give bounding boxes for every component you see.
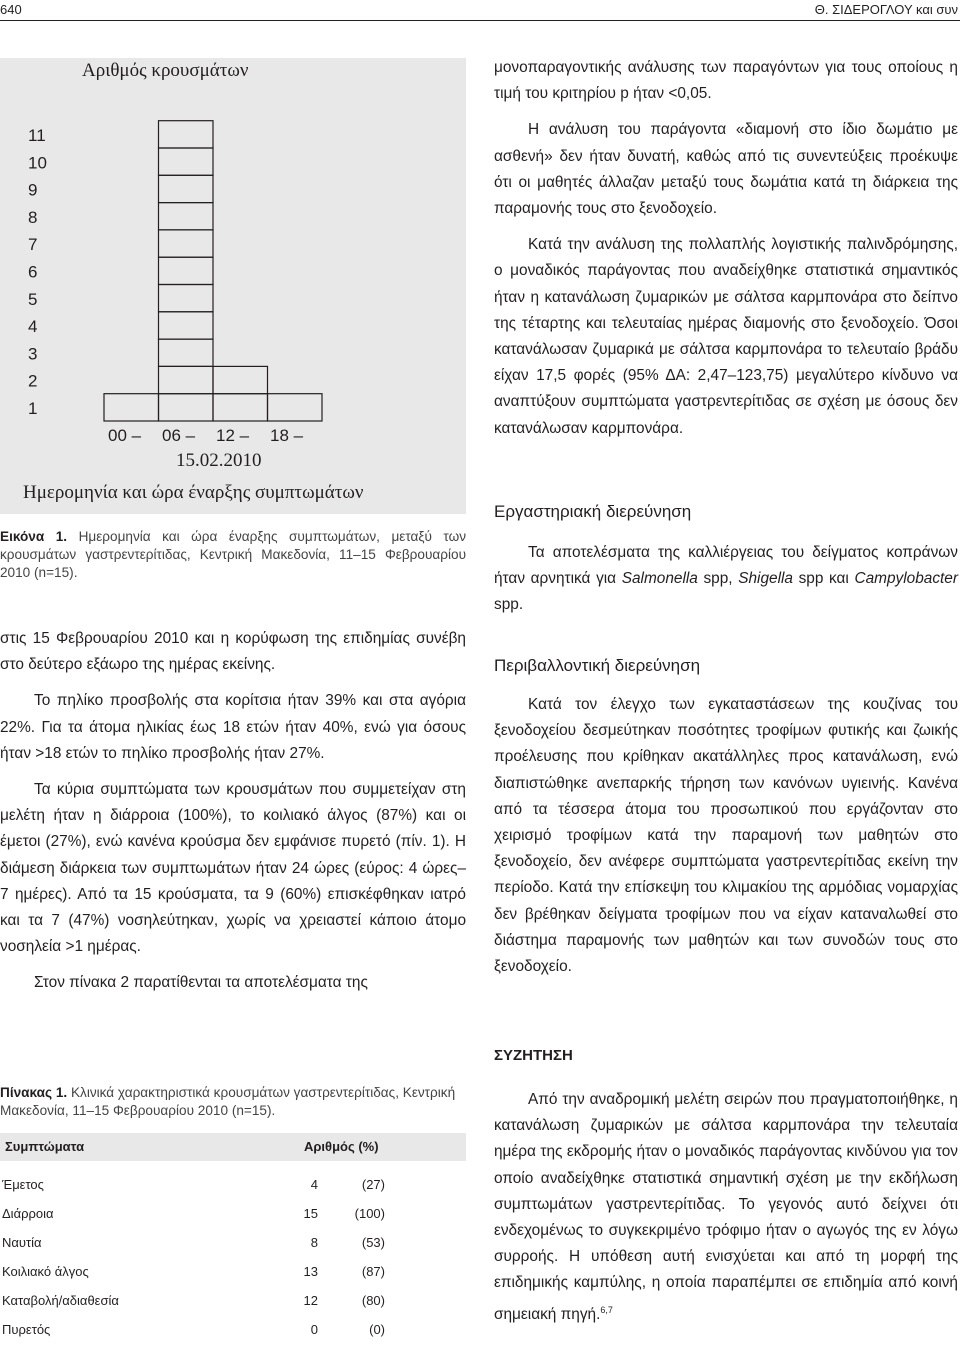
paragraph [494, 1087, 958, 1328]
section-heading-discussion: ΣΥΖΗΤΗΣΗ [494, 1047, 573, 1064]
y-tick-label: 9 [28, 180, 38, 200]
right-lab-text [494, 540, 958, 619]
bars [104, 121, 322, 421]
case-box [159, 121, 214, 148]
table-cell-count: 12 [303, 1293, 318, 1308]
table-cell-percent: (80) [361, 1293, 385, 1308]
right-column [494, 55, 958, 442]
case-box [159, 366, 214, 393]
organism-name: Salmonella [621, 570, 698, 588]
y-tick-label: 8 [28, 207, 38, 227]
header-rule [0, 20, 960, 21]
chart-date: 15.02.2010 [176, 450, 262, 471]
y-tick-label: 2 [28, 371, 38, 391]
y-tick-label: 4 [28, 317, 38, 337]
table-cell-count: 0 [310, 1322, 318, 1337]
section-heading-lab: Εργαστηριακή διερεύνηση [494, 502, 692, 521]
paragraph: Η ανάλυση του παράγοντα «διαμονή στο ίδιο δωμάτιο με ασθενή» δεν ήταν δυνατή, καθώς από τις συνεντεύξεις προέκυψε ότι οι μαθητές άλλαζαν μεταξύ τους δωμάτια κατά τη διάρκεια της παραμονής τους στο ξενοδοχείο. [494, 121, 958, 218]
x-tick-label: 18 – [270, 426, 304, 445]
epidemic-curve [0, 58, 466, 514]
text-run: Από την αναδρομική μελέτη σειρών που πραγματοποιήθηκε, η κατανάλωση ζυμαρικών με σάλτσα καρμπονάρα την τελευταία ημέρα της εκδρομής ήταν ο μοναδικός παράγοντας κινδύνου για τον οποίο αναδείχθηκε στατιστικά σημαντική σχέση με την εκδήλωση συμπτωμάτων γαστρεντερίτιδας. Το γεγονός αυτό δείχνει ότι ενδεχομένως το συγκεκριμένο τρόφιμο ήταν ο αγωγός της εν λόγω συρροής. Η υπόθεση αυτή ενισχύεται και από τη μορφή της επιδημικής καμπύλης, η οποία παραπέμπει σε επιδημία από κοινή σημειακή πηγή. [494, 1091, 958, 1323]
left-column [0, 626, 466, 997]
x-tick-label: 00 – [108, 426, 142, 445]
table-cell-percent: (87) [361, 1264, 385, 1279]
text-run: spp. [494, 596, 524, 614]
table-caption [0, 1084, 466, 1120]
figure-caption [0, 528, 466, 582]
case-box [159, 148, 214, 175]
y-tick-label: 1 [28, 399, 38, 418]
y-tick-label: 5 [28, 289, 38, 309]
table-cell-count: 13 [303, 1264, 318, 1279]
case-box [159, 175, 214, 202]
page-number: 640 [0, 2, 22, 17]
organism-name: Campylobacter [854, 570, 958, 588]
y-axis-ticks [28, 126, 47, 418]
y-tick-label: 10 [28, 153, 47, 173]
table-cell-percent: (100) [354, 1206, 385, 1221]
paragraph: Κατά την ανάλυση της πολλαπλής λογιστικής παλινδρόμησης, ο μοναδικός παράγοντας που αναδείχθηκε στατιστικά σημαντικός ήταν η κατανάλωση ζυμαρικών με σάλτσα καρμπονάρα στο δείπνο της τέταρτης και τελευταίας ημέρας διαμονής στο ξενοδοχείο. Όσοι κατανάλωσαν ζυμαρικά με σάλτσα καρμπονάρα το τελευταίο βράδυ είχαν 17,5 φορές (95% ΔΑ: 2,47–123,75) μεγαλύτερο κίνδυνο να αναπτύξουν συμπτώματα γαστρεντερίτιδας σε σχέση με όσους δεν κατανάλωσαν καρμπονάρα. [494, 236, 958, 437]
y-tick-label: 6 [28, 262, 38, 282]
paragraph: στις 15 Φεβρουαρίου 2010 και η κορύφωση της επιδημίας συνέβη στο δεύτερο εξάωρο της ημέρας εκείνης. [0, 630, 466, 674]
figure-caption-text: Ημερομηνία και ώρα έναρξης συμπτωμάτων, μεταξύ των κρουσμάτων γαστρεντερίτιδας, Κεντρική Μακεδονία, 11–15 Φεβρουαρίου 2010 (n=15). [0, 529, 466, 580]
table-cell-count: 8 [310, 1235, 318, 1250]
chart-title: Αριθμός κρουσμάτων [82, 60, 249, 81]
table-cell-symptom: Διάρροια [2, 1206, 54, 1221]
case-box [159, 203, 214, 230]
y-tick-label: 11 [28, 126, 46, 145]
right-discussion-text [494, 1087, 958, 1328]
running-header: Θ. ΣΙΔΕΡΟΓΛΟΥ και συν [814, 2, 958, 17]
table-cell-symptom: Κοιλιακό άλγος [2, 1264, 89, 1279]
table-cell-count: 15 [303, 1206, 318, 1221]
table-caption-label: Πίνακας 1. [0, 1085, 68, 1100]
paragraph [494, 540, 958, 619]
text-run: Τα αποτελέσματα της καλλιέργειας του δείγματος κοπράνων ήταν αρνητικά για [494, 544, 958, 588]
case-box [159, 394, 214, 421]
case-box [159, 257, 214, 284]
case-box [159, 312, 214, 339]
section-heading-env: Περιβαλλοντική διερεύνηση [494, 656, 701, 675]
y-tick-label: 7 [28, 235, 38, 255]
case-box [213, 366, 268, 393]
table-header-symptoms: Συμπτώματα [5, 1139, 85, 1154]
table-cell-symptom: Ναυτία [2, 1235, 42, 1250]
table-cell-percent: (53) [361, 1235, 385, 1250]
case-box [159, 339, 214, 366]
case-box [159, 230, 214, 257]
table-header-count: Αριθμός (%) [304, 1139, 379, 1154]
paragraph: Στον πίνακα 2 παρατίθενται τα αποτελέσματα της [34, 974, 368, 992]
case-box [104, 394, 159, 421]
paragraph: Κατά τον έλεγχο των εγκαταστάσεων της κουζίνας του ξενοδοχείου δεσμεύτηκαν ποσότητες τροφίμων φυτικής και ζωικής προέλευσης που κρίθηκαν ακατάλληλες προς κατανάλωση, ενώ διαπιστώθηκε ανεπαρκής τήρηση των κανόνων υγιεινής. Κανένα από τα τέσσερα άτομα του προσωπικού που εργάζονταν στο χειρισμό τροφίμων κατά την παραμονή των μαθητών στο ξενοδοχείο, δεν ανέφερε συμπτώματα γαστρεντερίτιδας εκείνη την περίοδο. Κατά την επίσκεψη του κλιμακίου της αρμόδιας νομαρχίας δεν βρέθηκαν δείγματα τροφίμων που να είχαν καταναλωθεί στο διάστημα παραμονής των μαθητών και των συνοδών τους στο ξενοδοχείο. [494, 696, 958, 976]
table-cell-percent: (27) [361, 1177, 385, 1192]
x-axis-ticks [108, 426, 304, 445]
case-box [213, 394, 268, 421]
paragraph: Τα κύρια συμπτώματα των κρουσμάτων που συμμετείχαν στη μελέτη ήταν η διάρροια (100%), το κοιλιακό άλγος (87%) και οι έμετοι (27%), ενώ κανένα κρούσμα δεν εμφάνισε πυρετό (πίν. 1). Η διάμεση διάρκεια των συμπτωμάτων ήταν 24 ώρες (εύρος: 4 ώρες–7 ημέρες). Από τα 15 κρούσματα, τα 9 (60%) επισκέφθηκαν ιατρό και τα 7 (47%) νοσηλεύτηκαν, χωρίς να χρειαστεί κάποιο άτομο νοσηλεία >1 ημέρας. [0, 781, 466, 956]
x-tick-label: 06 – [162, 426, 196, 445]
figure-caption-label: Εικόνα 1. [0, 529, 68, 544]
right-env-text [494, 692, 958, 980]
text-run: spp και [798, 570, 849, 588]
y-tick-label: 3 [28, 344, 38, 364]
table-cell-symptom: Έμετος [2, 1177, 44, 1192]
table-cell-symptom: Πυρετός [2, 1322, 51, 1337]
text-run: spp, [703, 570, 733, 588]
case-box [268, 394, 323, 421]
case-box [159, 285, 214, 312]
table-cell-count: 4 [310, 1177, 318, 1192]
x-tick-label: 12 – [216, 426, 250, 445]
chart-xlabel: Ημερομηνία και ώρα έναρξης συμπτωμάτων [23, 482, 364, 503]
table-cell-symptom: Καταβολή/αδιαθεσία [2, 1293, 119, 1308]
table-cell-percent: (0) [369, 1322, 385, 1337]
paragraph: Το πηλίκο προσβολής στα κορίτσια ήταν 39% και στα αγόρια 22%. Για τα άτομα ηλικίας έως 18 ετών ήταν 40%, ενώ για όσους ήταν >18 ετών το πηλίκο προσβολής ήταν 27%. [0, 692, 466, 762]
reference-superscript: 6,7 [600, 1304, 613, 1315]
table-caption-text: Κλινικά χαρακτηριστικά κρουσμάτων γαστρεντερίτιδας, Κεντρική Μακεδονία, 11–15 Φεβρουαρίου 2010 (n=15). [0, 1085, 456, 1118]
paragraph: μονοπαραγοντικής ανάλυσης των παραγόντων για τους οποίους η τιμή του κριτηρίου p ήταν <0,05. [494, 59, 958, 103]
organism-name: Shigella [738, 570, 793, 588]
